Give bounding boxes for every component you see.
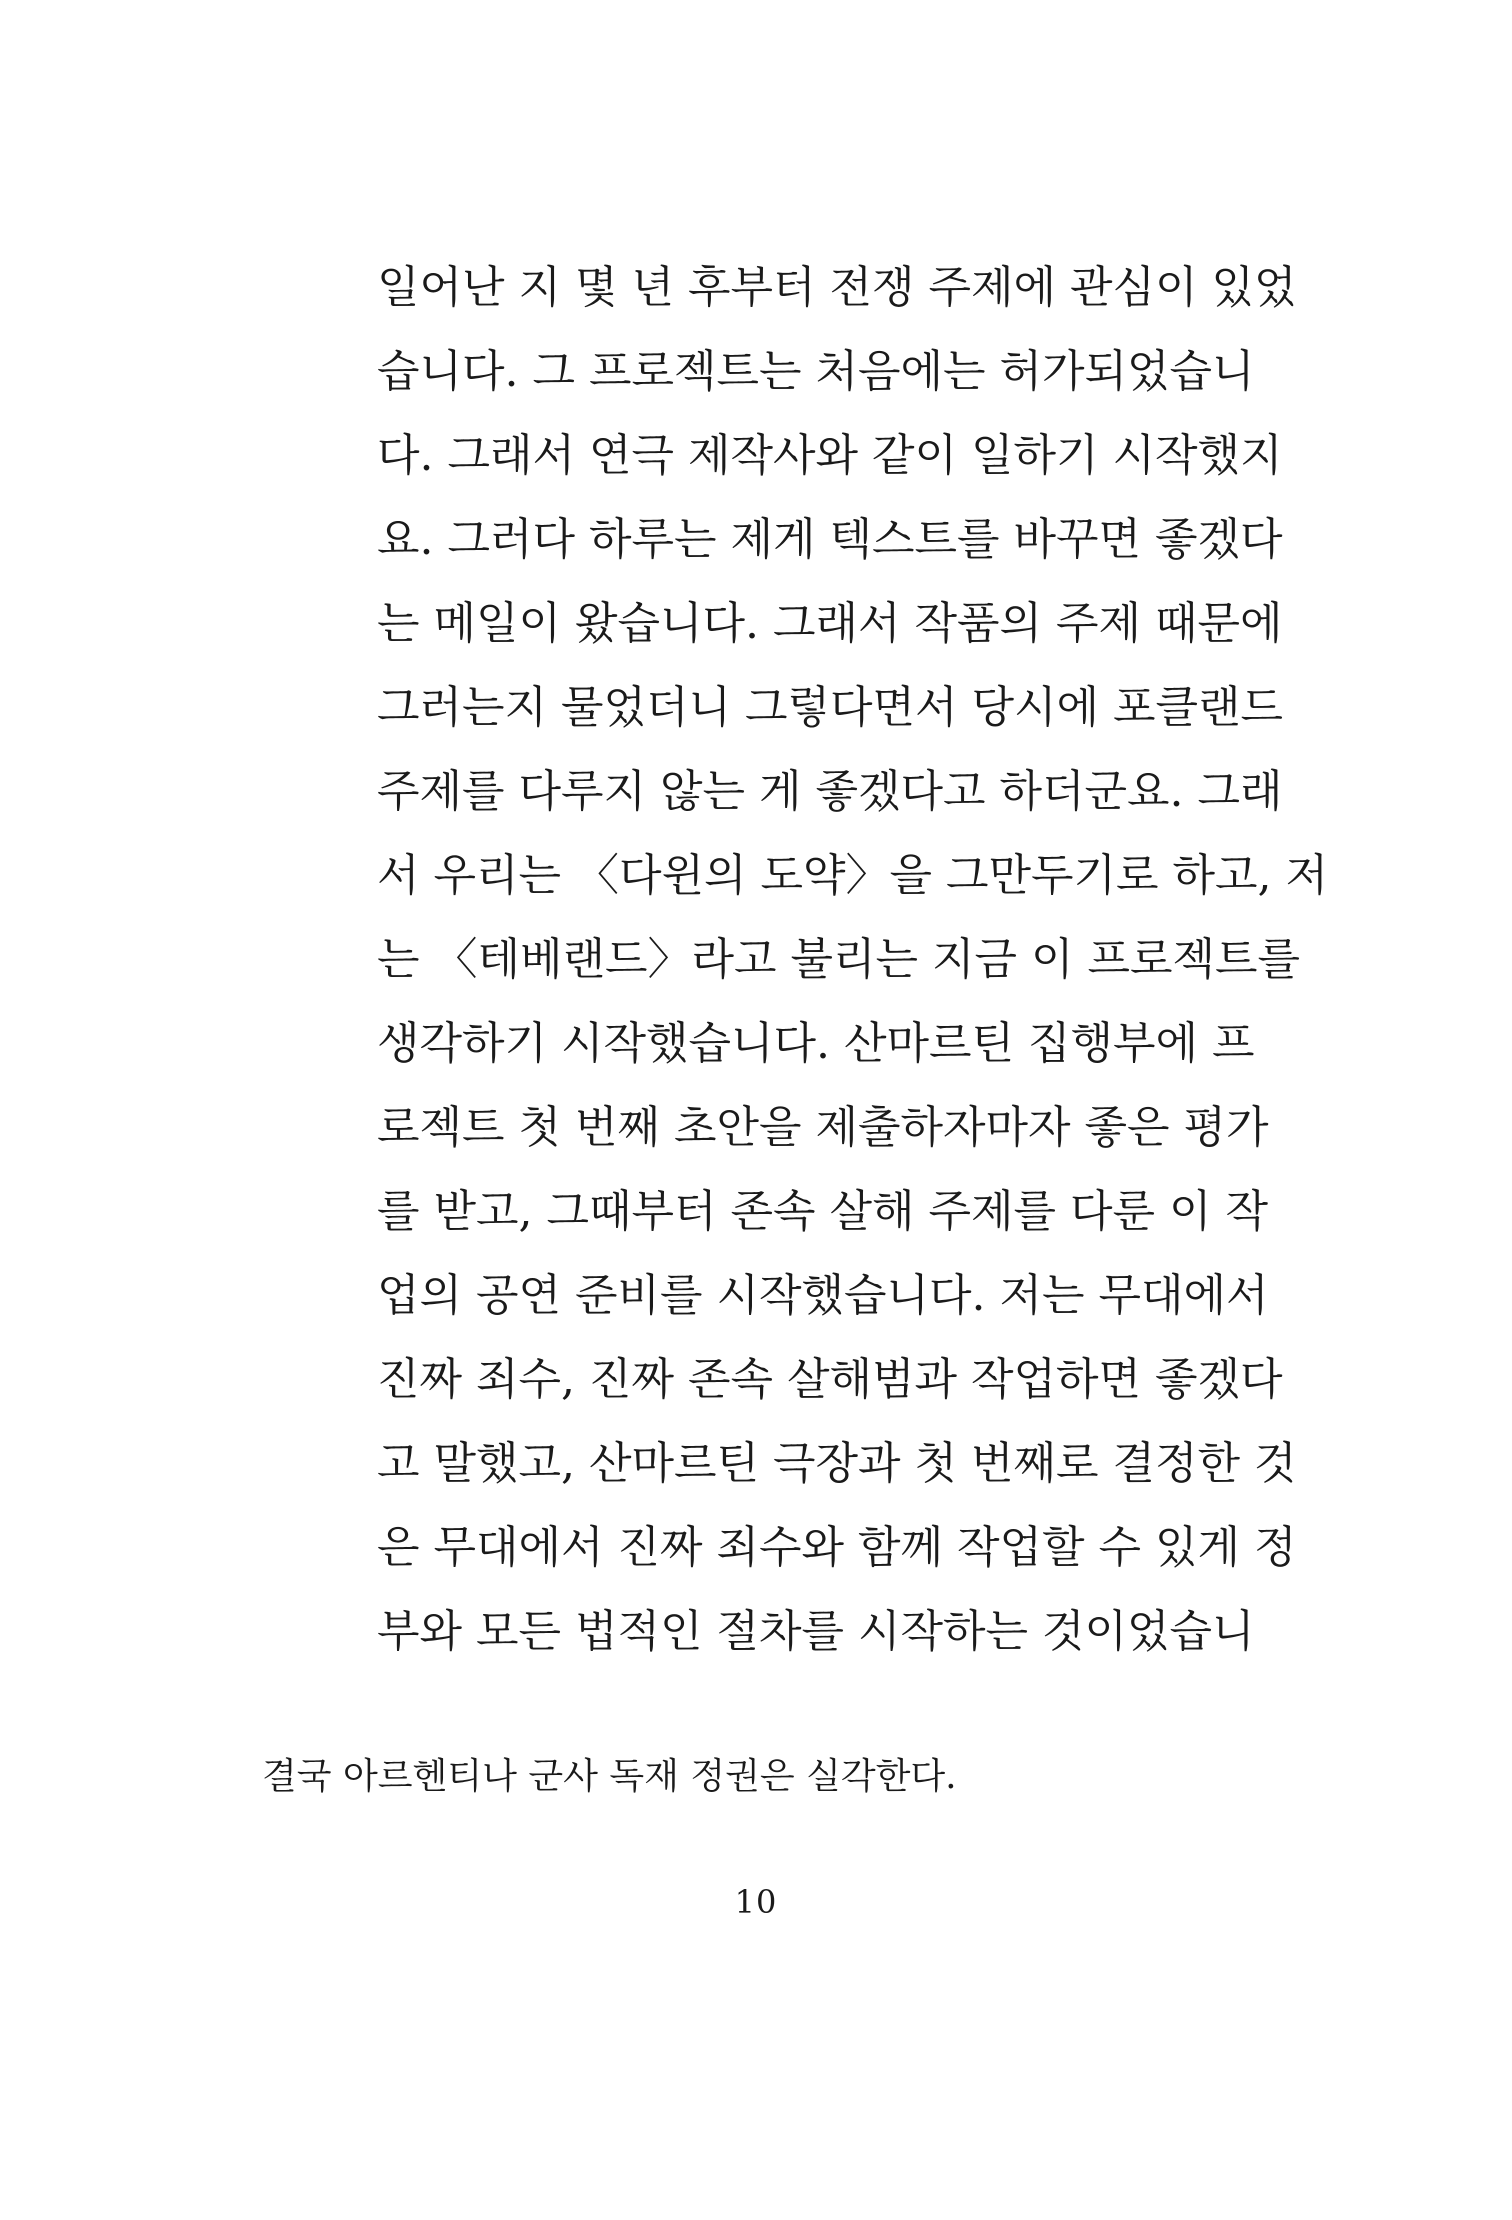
body-line: 는 메일이 왔습니다. 그래서 작품의 주제 때문에 <box>377 598 1283 649</box>
body-line: 요. 그러다 하루는 제게 텍스트를 바꾸면 좋겠다 <box>377 514 1283 565</box>
body-line: 부와 모든 법적인 절차를 시작하는 것이었습니 <box>377 1606 1255 1657</box>
body-line: 고 말했고, 산마르틴 극장과 첫 번째로 결정한 것 <box>377 1438 1297 1489</box>
body-line: 은 무대에서 진짜 죄수와 함께 작업할 수 있게 정 <box>377 1522 1297 1573</box>
page-number: 10 <box>734 1883 778 1921</box>
body-line: 주제를 다루지 않는 게 좋겠다고 하더군요. 그래 <box>377 766 1283 817</box>
body-line: 다. 그래서 연극 제작사와 같이 일하기 시작했지 <box>377 430 1283 481</box>
body-line: 를 받고, 그때부터 존속 살해 주제를 다룬 이 작 <box>377 1186 1268 1237</box>
body-line: 생각하기 시작했습니다. 산마르틴 집행부에 프 <box>377 1018 1255 1069</box>
body-line: 일어난 지 몇 년 후부터 전쟁 주제에 관심이 있었 <box>377 262 1297 313</box>
body-line: 로젝트 첫 번째 초안을 제출하자마자 좋은 평가 <box>377 1102 1269 1153</box>
body-line: 진짜 죄수, 진짜 존속 살해범과 작업하면 좋겠다 <box>377 1354 1283 1405</box>
body-text <box>377 246 1328 1674</box>
body-line: 그러는지 물었더니 그렇다면서 당시에 포클랜드 <box>377 682 1284 733</box>
body-line: 서 우리는 〈다윈의 도약〉을 그만두기로 하고, 저 <box>377 850 1328 901</box>
body-line: 는 〈테베랜드〉라고 불리는 지금 이 프로젝트를 <box>377 934 1301 985</box>
body-line: 습니다. 그 프로젝트는 처음에는 허가되었습니 <box>377 346 1255 397</box>
footnote: 결국 아르헨티나 군사 독재 정권은 실각한다. <box>262 1756 957 1797</box>
body-line: 업의 공연 준비를 시작했습니다. 저는 무대에서 <box>377 1270 1269 1321</box>
